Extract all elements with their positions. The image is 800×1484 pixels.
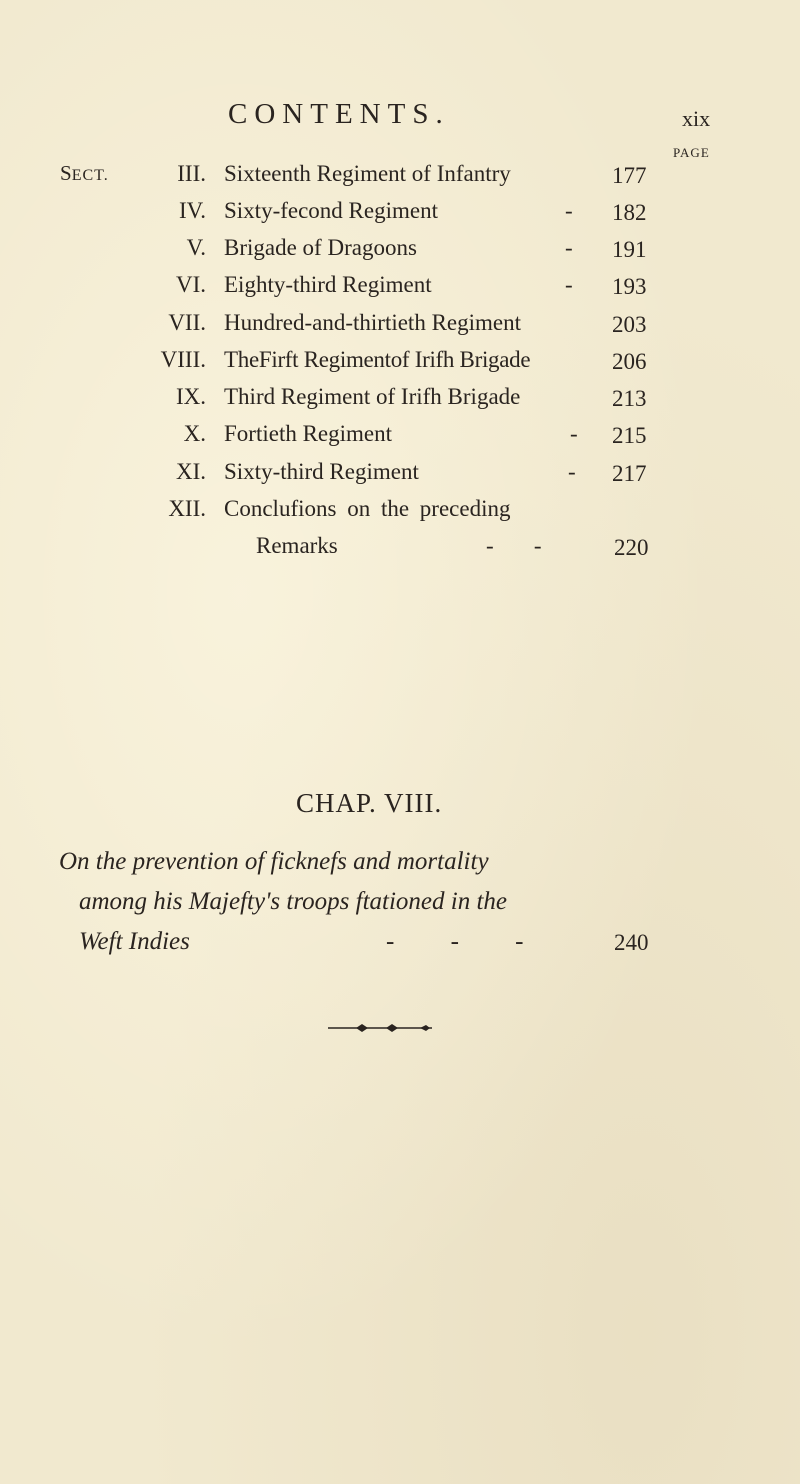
section-prefix-rest: ECT. [71,167,109,184]
chapter-heading: CHAP. VIII. [296,788,443,818]
section-page: 217 [612,461,647,486]
ornament-rule [326,1022,434,1034]
page-column-label: PAGE [673,145,710,160]
section-numeral: V. [186,235,206,260]
leader-dash: - [568,459,576,484]
toc-entry [0,161,800,197]
section-title: Sixty-fecond Regiment [224,198,438,223]
toc-entry [0,272,800,308]
section-numeral: IX. [175,384,206,409]
toc-entry [0,235,800,271]
section-numeral: X. [183,421,206,446]
page-folio: xix [682,106,711,131]
section-title: TheFirft Regimentof Irifh Brigade [224,347,531,372]
leader-dash: - - [486,533,542,558]
section-numeral: III. [177,161,206,186]
section-page: 193 [612,274,647,299]
chapter-title-line-3: Weft Indies [79,928,190,955]
section-page: 177 [612,163,647,188]
toc-entry [0,347,800,383]
toc-entry [0,533,800,569]
section-title: Sixteenth Regiment of Infantry [224,161,511,186]
toc-entry [0,496,800,532]
section-numeral: XII. [168,496,206,521]
chapter-title-line-2: among his Majefty's troops ftationed in the [79,888,508,915]
running-header-title: CONTENTS. [228,98,450,130]
section-numeral: VIII. [160,347,206,372]
section-title: Hundred-and-thirtieth Regiment [224,310,522,335]
section-title: Conclufions on the preceding [224,496,511,521]
leader-dash: - [570,421,578,446]
section-title: Remarks [256,533,338,558]
section-prefix [60,161,109,186]
section-title: Sixty-third Regiment [224,459,419,484]
section-title: Third Regiment of Irifh Brigade [224,384,521,409]
leader-dash: - - - [386,928,524,955]
toc-entry [0,384,800,420]
section-page: 215 [612,423,647,448]
toc-entry [0,421,800,457]
section-page: 213 [612,386,647,411]
toc-entry [0,198,800,234]
section-page: 220 [614,535,649,560]
chapter-title-line-1: On the prevention of ficknefs and mortality [59,848,489,875]
section-prefix-initial: S [60,161,72,185]
section-page: 206 [612,349,647,374]
leader-dash: - [565,272,573,297]
section-title: Eighty-third Regiment [224,272,432,297]
section-numeral: XI. [175,459,206,484]
section-numeral: VII. [168,310,206,335]
toc-entry [0,310,800,346]
section-numeral: IV. [178,198,206,223]
toc-entry [0,459,800,495]
section-title: Brigade of Dragoons [224,235,417,260]
section-title: Fortieth Regiment [224,421,393,446]
leader-dash: - [565,198,573,223]
leader-dash: - [565,235,573,260]
chapter-page: 240 [614,930,649,955]
section-page: 191 [612,237,647,262]
section-page: 203 [612,312,647,337]
section-numeral: VI. [175,272,206,297]
section-page: 182 [612,200,647,225]
